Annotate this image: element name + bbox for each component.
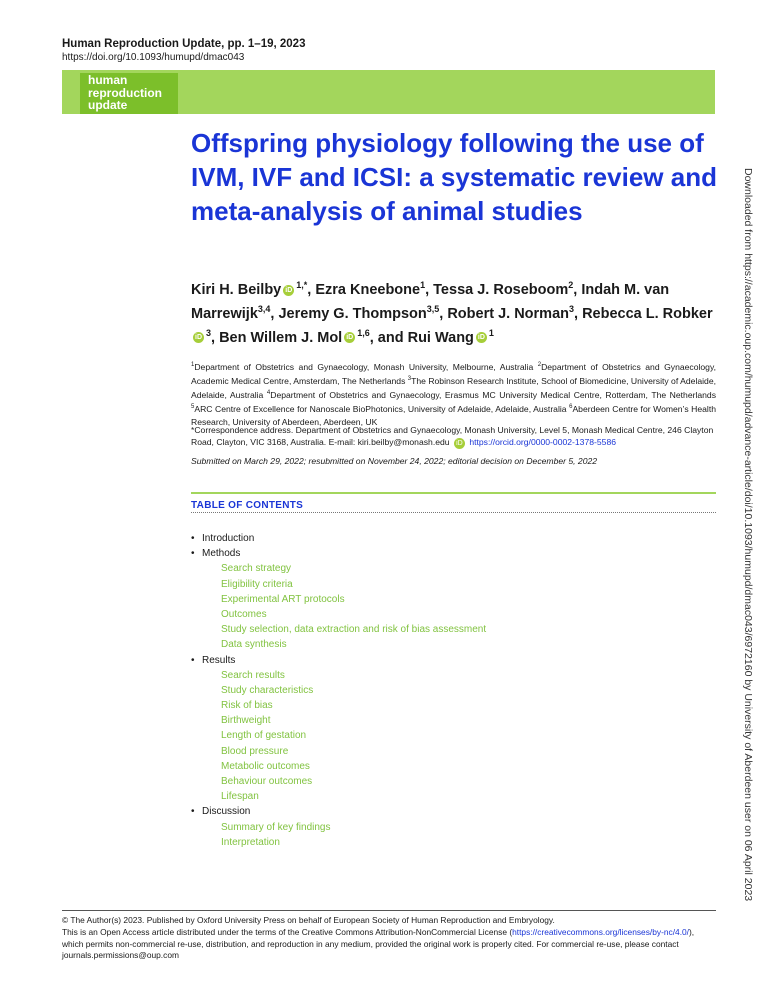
author-name: Kiri H. Beilby bbox=[191, 281, 282, 298]
affil-sup: 3 bbox=[407, 376, 412, 383]
toc-subsection-link[interactable]: Behaviour outcomes bbox=[221, 776, 313, 787]
download-note bbox=[742, 168, 764, 902]
orcid-icon[interactable]: iD bbox=[346, 334, 354, 342]
affil-sup: 1 bbox=[191, 362, 195, 368]
author-sup: 3 bbox=[206, 327, 212, 338]
toc-subsection-link[interactable]: Risk of bias bbox=[221, 700, 273, 712]
toc-subsection-link[interactable]: Metabolic outcomes bbox=[221, 760, 310, 772]
orcid-icon[interactable]: iD bbox=[477, 334, 485, 342]
author-name: Ben Willem J. Mol bbox=[219, 329, 343, 346]
toc-subsection-link[interactable]: Lifespan bbox=[221, 791, 259, 803]
article-title: Offspring physiology following the use of IVM, IVF and ICSI: a systematic review and meta-analysis of animal studies bbox=[191, 128, 717, 226]
author-sup: 1,* bbox=[296, 280, 308, 290]
author-name: Indah M. van Marrewijk bbox=[191, 281, 670, 322]
toc-subsection-link[interactable]: Birthweight bbox=[221, 715, 271, 727]
dotted-divider bbox=[191, 512, 716, 513]
toc-subsection-link[interactable]: Study selection, data extraction and risk of bias assessment bbox=[221, 624, 487, 636]
copyright: © The Author(s) 2023. Published by Oxford University Press on behalf of European Society of Human Reproduction and Embryology. bbox=[62, 915, 555, 925]
orcid-icon[interactable]: iD bbox=[454, 438, 465, 449]
toc-subsection-link[interactable]: Interpretation bbox=[221, 836, 280, 848]
correspondence bbox=[191, 424, 716, 449]
affil-text: Department of Obstetrics and Gynaecology, Erasmus MC University Medical Centre, Rotterdam, The Netherlands bbox=[270, 390, 717, 401]
orcid-icon[interactable]: iD bbox=[195, 334, 202, 342]
author-name: Rebecca L. Robker bbox=[582, 305, 713, 322]
affil-text: Department of Obstetrics and Gynaecology, Academic Medical Centre, Amsterdam, The Netherlands bbox=[191, 361, 717, 387]
author-list: Kiri H. Beilby iD $^{1,*}$, Ezra Kneebone$^1$, Tessa J. Roseboom$^2$, Indah M. van Marrewijk$^{3,4}$, Jeremy G. Thompson$^{3,5}$, Robert J. Norman$^3$, Rebecca L. RobkeriD $^3$, Ben Willem J. Mol iD $^{1,6}$, and Rui Wang iD $^1$ bbox=[191, 280, 713, 346]
toc-subsection-link[interactable]: Summary of key findings bbox=[221, 821, 331, 833]
orcid-link[interactable]: https://orcid.org/0000-0002-1378-5586 bbox=[469, 437, 617, 448]
toc-section: • Methods bbox=[191, 546, 691, 561]
license-link[interactable]: https://creativecommons.org/licenses/by-nc/4.0/ bbox=[512, 926, 690, 937]
author-sup: 3,5 bbox=[426, 303, 440, 314]
affil-sup: 4 bbox=[266, 390, 271, 397]
download-note-text: Downloaded from https://academic.oup.com/humupd/advance-article/doi/10.1093/humupd/dmac043/6972160 by University of Aberdeen user on 06 April 2023 bbox=[742, 168, 754, 902]
author-sup: 1 bbox=[488, 327, 494, 338]
toc-subsection-link[interactable]: Search results bbox=[221, 669, 285, 681]
logo-line: update bbox=[88, 98, 128, 112]
toc-section: • Introduction bbox=[191, 531, 691, 546]
affil-text: ARC Centre of Excellence for Nanoscale BioPhotonics, University of Adelaide, Adelaide, Australia bbox=[194, 404, 570, 415]
author-sup: 3 bbox=[569, 303, 575, 314]
toc-subsection-link[interactable]: Blood pressure bbox=[221, 745, 289, 757]
orcid-icon[interactable]: iD bbox=[285, 286, 293, 294]
affil-text: The Robinson Research Institute, School of Biomedicine, University of Adelaide, Adelaide, Australia bbox=[191, 376, 716, 401]
toc-subsection-link[interactable]: Outcomes bbox=[221, 608, 267, 620]
affil-sup: 5 bbox=[191, 404, 195, 411]
submission-dates: Submitted on March 29, 2022; resubmitted on November 24, 2022; editorial decision on December 5, 2022 bbox=[191, 456, 598, 466]
toc-subsection-link[interactable]: Experimental ART protocols bbox=[221, 593, 345, 605]
footer bbox=[62, 915, 716, 962]
divider bbox=[191, 492, 716, 494]
journal-citation: Human Reproduction Update, pp. 1–19, 2023 bbox=[62, 38, 306, 50]
author-sup: 1 bbox=[420, 280, 426, 290]
toc-heading: TABLE OF CONTENTS bbox=[191, 500, 304, 511]
affil-sup: 2 bbox=[537, 362, 542, 368]
affil-sup: 6 bbox=[569, 404, 573, 411]
author-name: Ezra Kneebone bbox=[315, 281, 421, 298]
author-sup: 3,4 bbox=[257, 303, 271, 314]
author-name: Tessa J. Roseboom bbox=[433, 281, 569, 298]
toc-subsection-link[interactable]: Length of gestation bbox=[221, 730, 307, 742]
toc-section: • Discussion bbox=[191, 804, 691, 819]
toc-subsection-link[interactable]: Search strategy bbox=[221, 563, 292, 575]
correspondence-text: *Correspondence address. Department of Obstetrics and Gynaecology, Monash University, Level 5, Monash Medical Centre, 246 Clayton Road, Clayton, VIC 3168, Australia. E-mail: kiri.beilby@monash.edu bbox=[191, 425, 714, 448]
affil-text: Aberdeen Centre for Women’s Health Research, University of Aberdeen, Aberdeen, UK bbox=[191, 404, 716, 427]
author-sup: 1,6 bbox=[357, 327, 370, 338]
toc-subsection-link[interactable]: Eligibility criteria bbox=[221, 578, 293, 590]
author-name: Jeremy G. Thompson bbox=[278, 305, 427, 322]
affiliations bbox=[191, 359, 716, 428]
doi-link[interactable]: https://doi.org/10.1093/humupd/dmac043 bbox=[62, 52, 245, 63]
author-sup: 2 bbox=[568, 280, 574, 290]
affil-text: Department of Obstetrics and Gynaecology, Monash University, Melbourne, Australia bbox=[194, 361, 538, 372]
journal-logo-text bbox=[88, 74, 162, 112]
license-text bbox=[62, 927, 716, 962]
table-of-contents bbox=[191, 531, 691, 850]
license-after: ), which permits non-commercial re-use, distribution, and reproduction in any medium, provided the original work is properly cited. For commercial re-use, please contact journals.permissions@oup.com bbox=[62, 926, 695, 961]
license-before: This is an Open Access article distributed under the terms of the Creative Commons Attribution-NonCommercial License ( bbox=[62, 926, 513, 937]
author-name: and Rui Wang bbox=[377, 329, 474, 346]
logo-line: reproduction bbox=[88, 85, 162, 100]
footer-divider bbox=[62, 910, 716, 911]
toc-section: • Results bbox=[191, 653, 691, 668]
logo-line: human bbox=[88, 73, 128, 87]
toc-subsection-link[interactable]: Study characteristics bbox=[221, 684, 314, 696]
toc-subsection-link[interactable]: Data synthesis bbox=[221, 639, 287, 651]
author-name: Robert J. Norman bbox=[447, 305, 569, 322]
